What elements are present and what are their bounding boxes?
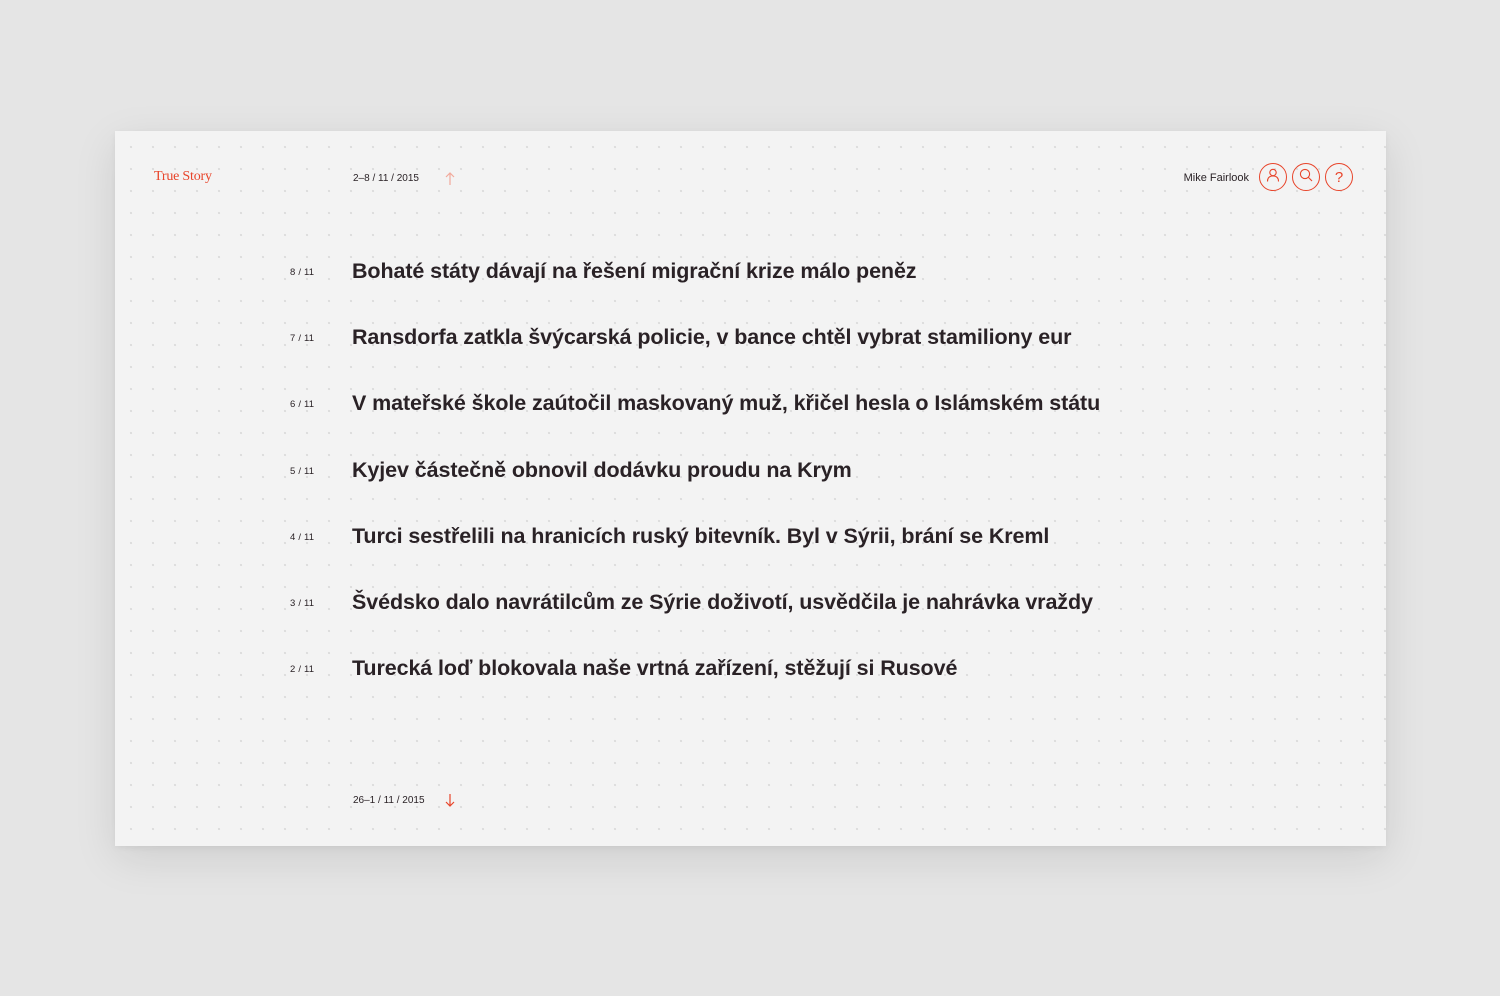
arrow-up-icon[interactable] <box>443 170 457 188</box>
previous-date-range: 26–1 / 11 / 2015 <box>353 795 425 806</box>
search-button[interactable] <box>1292 163 1320 191</box>
user-name[interactable]: Mike Fairlook <box>1183 172 1249 184</box>
article-title[interactable]: Turecká loď blokovala naše vrtná zařízení, stěžují si Rusové <box>352 656 958 681</box>
help-icon: ? <box>1334 169 1344 186</box>
logo[interactable]: True Story <box>154 169 212 184</box>
article-item[interactable] <box>115 387 1386 453</box>
article-title[interactable]: Kyjev částečně obnovil dodávku proudu na Krym <box>352 457 852 482</box>
article-list <box>115 255 1386 718</box>
current-date-range: 2–8 / 11 / 2015 <box>353 173 419 184</box>
article-item[interactable] <box>115 520 1386 586</box>
article-date: 5 / 11 <box>290 465 315 477</box>
main-panel <box>115 131 1386 846</box>
article-title[interactable]: Ransdorfa zatkla švýcarská policie, v bance chtěl vybrat stamiliony eur <box>352 325 1072 350</box>
article-title[interactable]: Bohaté státy dávají na řešení migrační krize málo peněz <box>352 259 917 283</box>
help-button[interactable] <box>1325 163 1353 191</box>
article-item[interactable] <box>115 586 1386 652</box>
article-item[interactable] <box>115 255 1386 321</box>
article-title[interactable]: Turci sestřelili na hranicích ruský bitevník. Byl v Sýrii, brání se Kreml <box>352 523 1050 548</box>
article-item[interactable] <box>115 454 1386 520</box>
article-date: 8 / 11 <box>290 267 315 278</box>
article-item[interactable] <box>115 652 1386 718</box>
article-item[interactable] <box>115 321 1386 387</box>
article-date: 2 / 11 <box>290 664 315 676</box>
search-icon <box>1299 168 1313 187</box>
arrow-down-icon[interactable] <box>443 791 457 809</box>
article-title[interactable]: V mateřské škole zaútočil maskovaný muž, křičel hesla o Islámském státu <box>352 391 1101 416</box>
article-date: 6 / 11 <box>290 399 315 411</box>
article-date: 3 / 11 <box>290 597 315 609</box>
user-icon <box>1266 168 1280 187</box>
article-date: 7 / 11 <box>290 333 315 345</box>
article-title[interactable]: Švédsko dalo navrátilcům ze Sýrie doživotí, usvědčila je nahrávka vraždy <box>352 589 1093 614</box>
article-date: 4 / 11 <box>290 531 315 543</box>
profile-button[interactable] <box>1259 163 1287 191</box>
